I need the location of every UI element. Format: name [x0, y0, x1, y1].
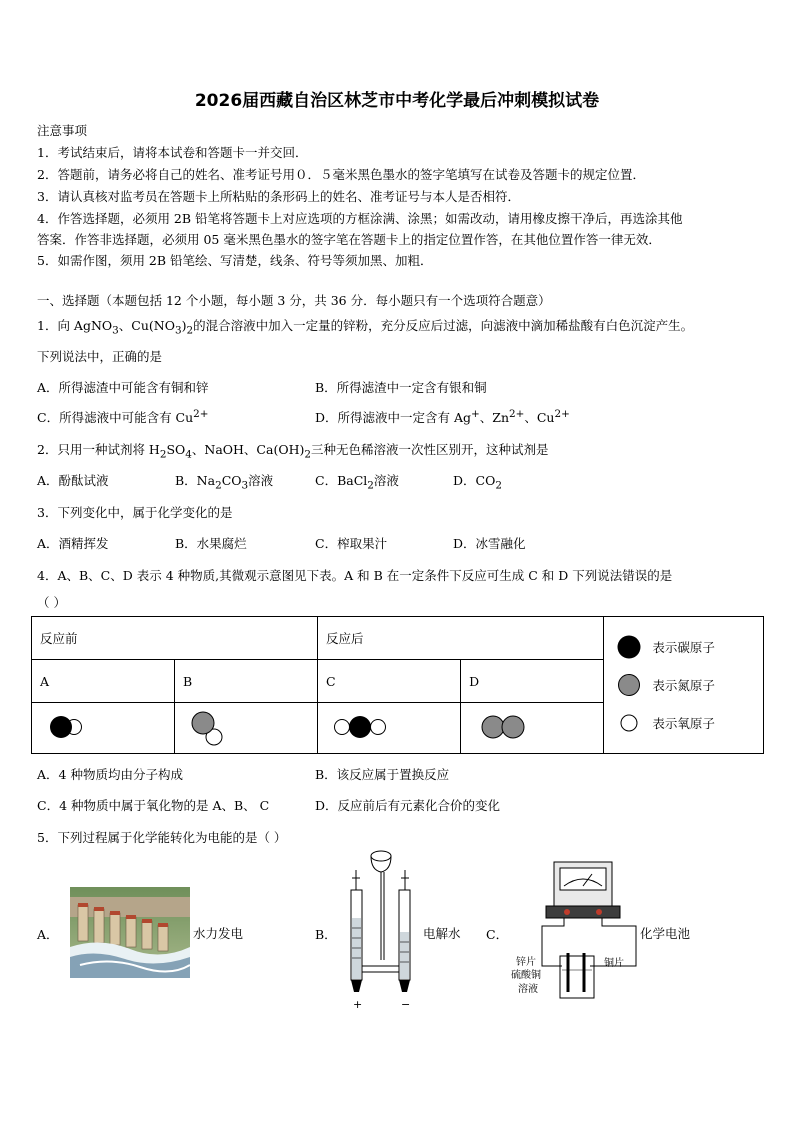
electrolysis-apparatus-image	[338, 848, 420, 1012]
question-2-option-a[interactable]: A．酚酞试液	[37, 473, 109, 488]
notice-item: 3．请认真核对监考员在答题卡上所粘贴的条形码上的姓名、准考证号与本人是否相符．	[37, 189, 520, 204]
question-1-stem-2: 下列说法中，正确的是	[37, 349, 163, 364]
molecule-d-cell	[461, 703, 604, 754]
copper-plate-label: 铜片	[604, 958, 624, 969]
question-4-option-b[interactable]: B．该反应属于置换反应	[315, 767, 450, 782]
label-a: A	[32, 660, 175, 703]
carbon-atom-icon	[616, 634, 642, 660]
legend-carbon: 表示碳原子	[616, 628, 755, 666]
question-1-option-d[interactable]: D．所得滤液中一定含有 Ag+、$Zn^{2+}$、$Cu^{2+}$	[315, 408, 570, 426]
nitrogen-atom-icon	[616, 672, 642, 698]
question-4-answer-paren: （ ）	[37, 595, 66, 610]
question-2-option-d[interactable]: D．$CO_2$	[453, 473, 502, 492]
question-4-option-d[interactable]: D．反应前后有元素化合价的变化	[315, 798, 501, 813]
question-1-stem: 1．向 AgNO$_3$、$Cu(NO_3)_2$的混合溶液中加入一定量的锌粉，充分反应后过滤，向滤液中滴加稀盐酸有白色沉淀产生。	[37, 318, 694, 337]
legend-nitrogen: 表示氮原子	[616, 666, 755, 704]
molecule-a-co	[40, 709, 100, 745]
positive-mark: +	[353, 998, 363, 1011]
label-c: C	[318, 660, 461, 703]
copper-sulfate-label: 硫酸铜	[511, 970, 541, 981]
question-2-option-c[interactable]: C．BaCl$_2$溶液	[315, 473, 399, 492]
page-title: 2026届西藏自治区林芝市中考化学最后冲刺模拟试卷	[194, 91, 600, 111]
molecule-c-co2	[326, 709, 396, 745]
question-3-option-b[interactable]: B．水果腐烂	[175, 536, 247, 551]
legend-cell	[604, 617, 764, 754]
question-1-option-a[interactable]: A．所得滤渣中可能含有铜和锌	[37, 380, 209, 395]
section-heading: 一、选择题（本题包括 12 个小题，每小题 3 分，共 36 分．每小题只有一个选项符合题意）	[37, 293, 551, 308]
header-before: 反应前	[32, 617, 318, 660]
hydropower-dam-image	[70, 887, 190, 978]
molecule-b-no	[183, 707, 243, 747]
molecule-d-n2	[469, 709, 539, 745]
label-b: B	[175, 660, 318, 703]
notice-item: 1．考试结束后，请将本试卷和答题卡一并交回．	[37, 145, 308, 160]
question-1-option-b[interactable]: B．所得滤渣中一定含有银和铜	[315, 380, 487, 395]
notice-heading: 注意事项	[37, 123, 88, 138]
notice-item: 4．作答选择题，必须用 2B 铅笔将答题卡上对应选项的方框涂满、涂黑；如需改动，请用橡皮擦干净后，再选涂其他	[37, 211, 683, 226]
negative-mark: −	[401, 998, 411, 1011]
question-5-option-c[interactable]: C．	[486, 927, 509, 942]
chemical-cell-label: 化学电池	[640, 926, 691, 941]
question-2-option-b[interactable]: B．$Na_2CO_3$溶液	[175, 473, 274, 492]
question-5-option-b[interactable]: B．	[315, 927, 337, 942]
question-1-option-c[interactable]: C．所得滤液中可能含有 $Cu^{2+}$	[37, 408, 209, 426]
question-3-option-c[interactable]: C．榨取果汁	[315, 536, 388, 551]
question-4-option-c[interactable]: C．4 种物质中属于氧化物的是 A、B、 C	[37, 798, 270, 813]
question-5-stem: 5．下列过程属于化学能转化为电能的是（ ）	[37, 830, 287, 845]
notice-item: 答案．作答非选择题，必须用 05 毫米黑色墨水的签字笔在答题卡上的指定位置作答，在其他位置作答一律无效．	[37, 232, 661, 247]
molecule-a-cell	[32, 703, 175, 754]
notice-item: 2．答题前，请务必将自己的姓名、准考证号用０．５毫米黑色墨水的签字笔填写在试卷及答题卡的规定位置．	[37, 167, 645, 182]
question-3-option-a[interactable]: A．酒精挥发	[37, 536, 109, 551]
legend-oxygen: 表示氧原子	[616, 704, 755, 742]
question-2-stem: 2．只用一种试剂将 $H_2SO_4$、NaOH、$Ca(OH)_2$三种无色稀溶液一次性区别开，这种试剂是	[37, 442, 549, 461]
question-3-stem: 3．下列变化中，属于化学变化的是	[37, 505, 233, 520]
question-3-option-d[interactable]: D．冰雪融化	[453, 536, 526, 551]
electrolysis-label: 电解水	[423, 926, 461, 941]
header-after: 反应后	[318, 617, 604, 660]
zinc-label: 锌片	[516, 957, 536, 968]
chemical-cell-image	[506, 858, 640, 1000]
reaction-table	[31, 616, 764, 754]
molecule-b-cell	[175, 703, 318, 754]
solution-label: 溶液	[518, 984, 538, 995]
molecule-c-cell	[318, 703, 461, 754]
question-4-option-a[interactable]: A．4 种物质均由分子构成	[37, 767, 183, 782]
notice-item: 5．如需作图，须用 2B 铅笔绘、写清楚，线条、符号等须加黑、加粗．	[37, 253, 433, 268]
question-4-stem: 4．A、B、C、D 表示 4 种物质,其微观示意图见下表。A 和 B 在一定条件下反应可生成 C 和 D 下列说法错误的是	[37, 568, 673, 583]
oxygen-atom-icon	[616, 710, 642, 736]
label-d: D	[461, 660, 604, 703]
question-5-option-a[interactable]: A．	[37, 927, 59, 942]
hydropower-label: 水力发电	[193, 926, 244, 941]
